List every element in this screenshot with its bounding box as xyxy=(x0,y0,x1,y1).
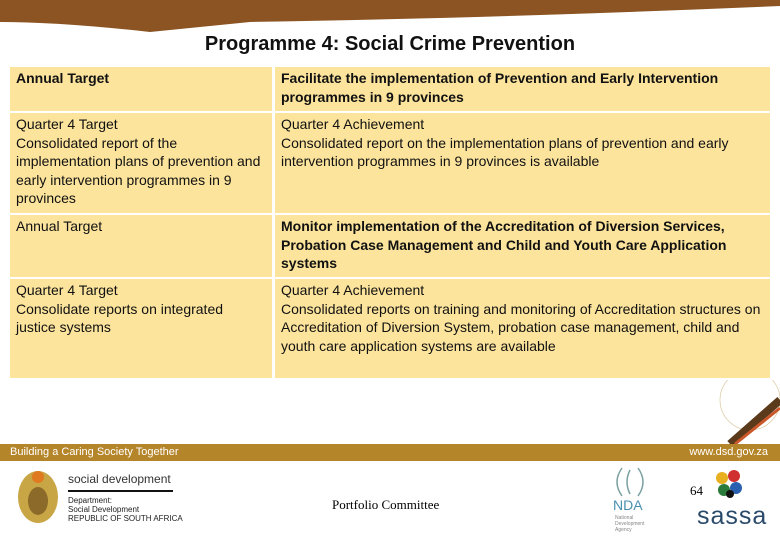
slogan: Building a Caring Society Together xyxy=(10,446,179,458)
row4-left xyxy=(10,279,272,378)
row4-right xyxy=(275,279,770,378)
page-title: Programme 4: Social Crime Prevention xyxy=(204,33,576,55)
dept-line: Department: xyxy=(68,496,113,505)
q4-target-heading: Quarter 4 Target xyxy=(16,116,118,132)
row3-label: Annual Target xyxy=(10,215,272,277)
dept-name: social development xyxy=(68,472,171,486)
decorative-beads-icon xyxy=(680,380,780,444)
row2-left xyxy=(10,113,272,213)
dept-line: Social Development xyxy=(68,505,140,514)
row1-label: Annual Target xyxy=(10,67,272,111)
row3-value: Monitor implementation of the Accreditation of Diversion Services, Probation Case Management and Child and Youth Care Application systems xyxy=(275,215,770,277)
nda-logo: NDA xyxy=(613,497,643,513)
q4-achievement-text: Consolidated reports on training and monitoring of Accreditation structures on Accreditation of Diversion System, probation case management, child and youth care application systems are available xyxy=(281,300,761,354)
nda-subtitle: National Development Agency xyxy=(615,515,645,533)
q4-target-text: Consolidate reports on integrated justice systems xyxy=(16,300,224,335)
q4-achievement-heading: Quarter 4 Achievement xyxy=(281,116,425,132)
sassa-hands-icon xyxy=(712,468,746,500)
website-link[interactable]: www.dsd.gov.za xyxy=(689,446,768,458)
dept-line: REPUBLIC OF SOUTH AFRICA xyxy=(68,514,183,523)
q4-achievement-heading: Quarter 4 Achievement xyxy=(281,282,425,298)
row2-right xyxy=(275,113,770,213)
row1-value: Facilitate the implementation of Prevention and Early Intervention programmes in 9 provinces xyxy=(275,67,770,111)
page-number: 64 xyxy=(690,483,703,498)
footer-center-text: Portfolio Committee xyxy=(332,497,440,512)
q4-target-heading: Quarter 4 Target xyxy=(16,282,118,298)
divider xyxy=(68,490,173,492)
sassa-logo: sassa xyxy=(697,502,768,530)
q4-achievement-text: Consolidated report on the implementation plans of prevention and early intervention programmes in 9 provinces is available xyxy=(281,134,729,169)
coat-of-arms-icon xyxy=(14,465,62,525)
footer-bar xyxy=(0,444,780,461)
nda-logo-icon xyxy=(612,466,648,498)
q4-target-text: Consolidated report of the implementation plans of prevention and early intervention programmes in 9 provinces xyxy=(16,134,261,206)
